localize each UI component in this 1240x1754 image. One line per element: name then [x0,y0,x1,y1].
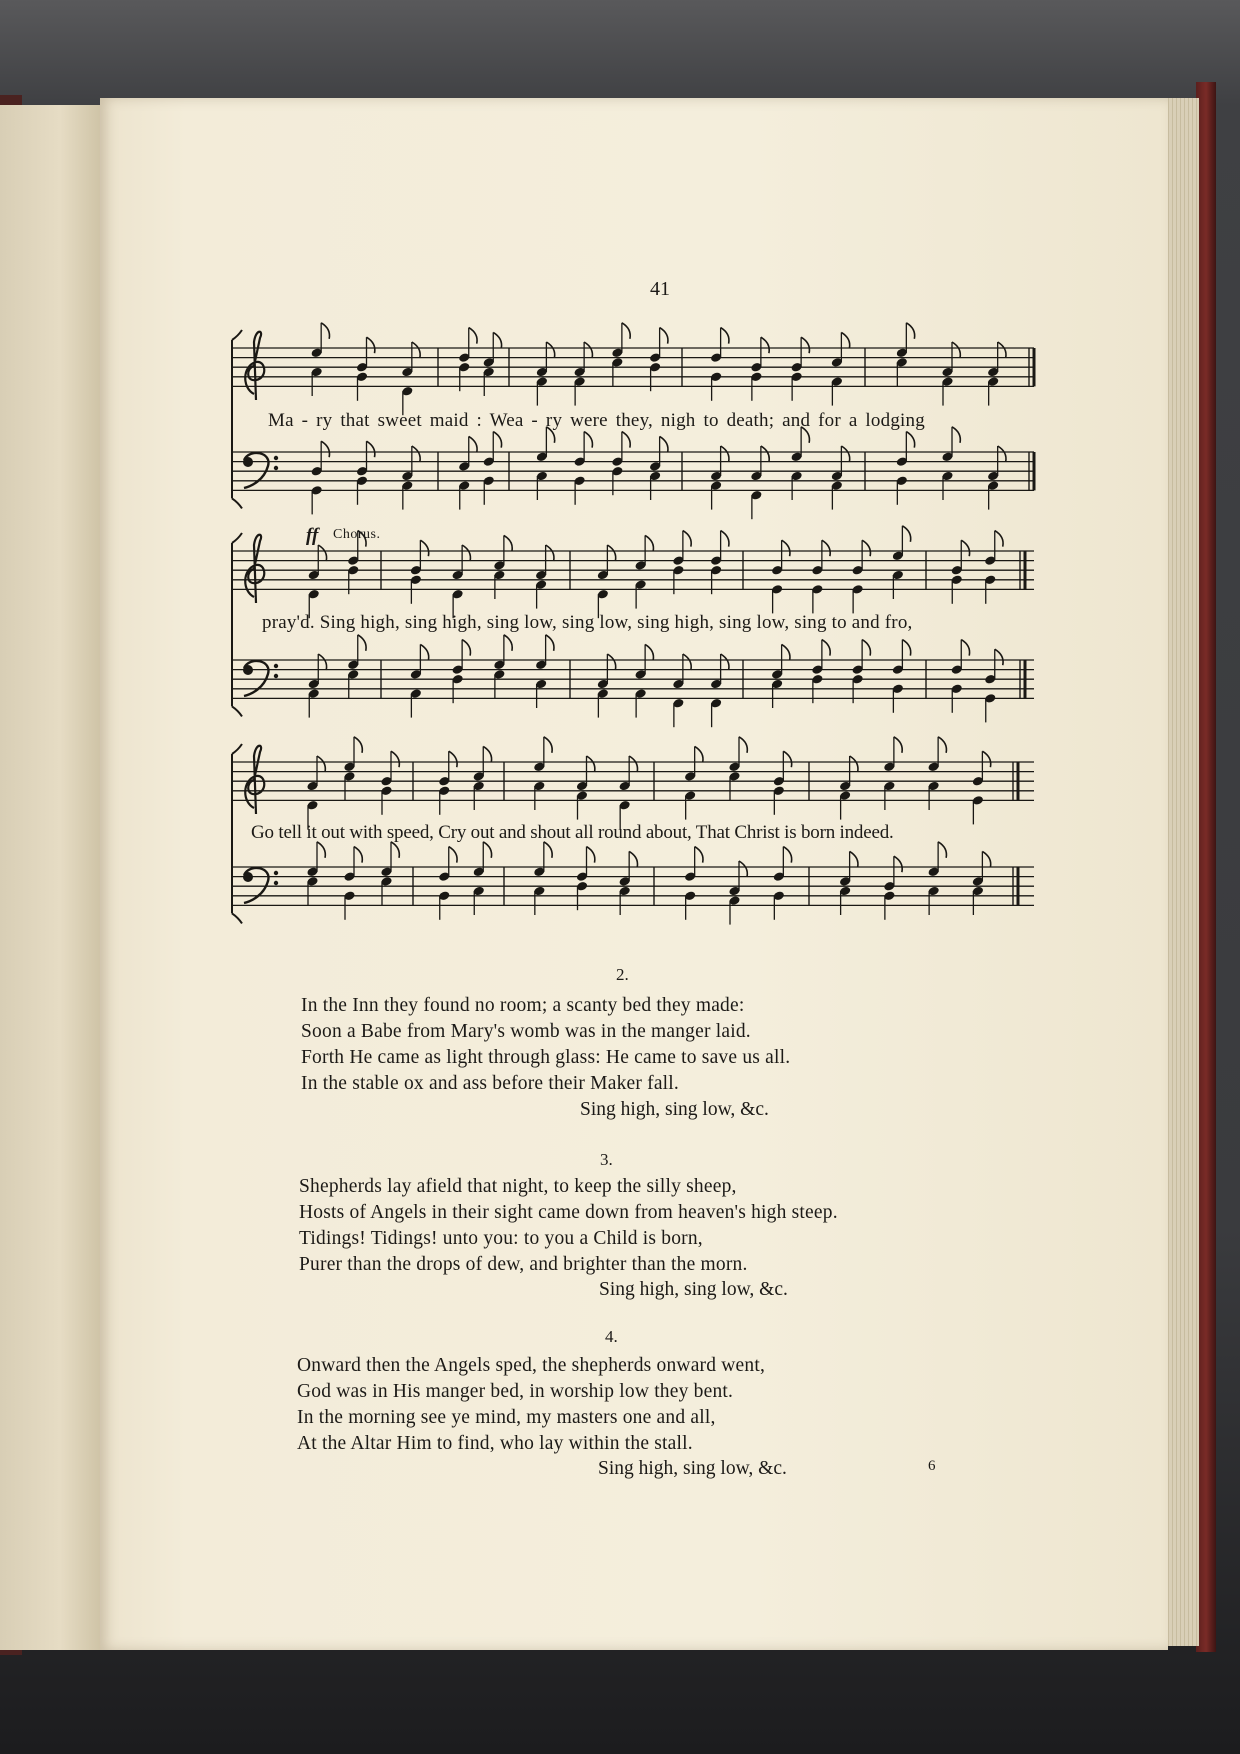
chorus-dynamic-marking: ff [306,525,319,546]
book-cover-right [1196,82,1216,1652]
lyric-line-system-2: pray'd. Sing high, sing high, sing low, sing low, sing high, sing low, sing to and fro, [262,612,913,633]
verse-line: In the stable ox and ass before their Maker fall. [301,1073,679,1094]
verse-line: Hosts of Angels in their sight came down from heaven's high steep. [299,1202,838,1223]
chorus-label: Chorus. [333,527,381,542]
verse-line: In the morning see ye mind, my masters one and all, [297,1407,716,1428]
lyric-line-system-3: Go tell it out with speed, Cry out and shout all round about, That Christ is born indeed. [251,822,894,843]
verse-line: Soon a Babe from Mary's womb was in the manger laid. [301,1021,751,1042]
verse-refrain: Sing high, sing low, &c. [599,1279,788,1300]
verse-line: Purer than the drops of dew, and brighter than the morn. [299,1254,748,1275]
verse-line: Forth He came as light through glass: He came to save us all. [301,1047,791,1068]
verse-line: God was in His manger bed, in worship low they bent. [297,1381,734,1402]
printer-signature-mark: 6 [928,1458,936,1474]
verse-line: Onward then the Angels sped, the shepherds onward went, [297,1355,766,1376]
verse-line: At the Altar Him to find, who lay within the stall. [297,1433,693,1454]
verse-line: Shepherds lay afield that night, to keep the silly sheep, [299,1176,737,1197]
page-stack-edges [1165,98,1199,1646]
lyric-line-system-1: Ma - ry that sweet maid : Wea - ry were they, nigh to death; and for a lodging [268,410,925,431]
verse-number: 2. [616,965,629,984]
facing-page-edge [0,105,102,1650]
verse-refrain: Sing high, sing low, &c. [580,1099,769,1120]
verse-refrain: Sing high, sing low, &c. [598,1458,787,1479]
verse-number: 4. [605,1327,618,1346]
verse-number: 3. [600,1150,613,1169]
page-number: 41 [650,278,670,300]
verse-line: In the Inn they found no room; a scanty bed they made: [301,995,745,1016]
verse-line: Tidings! Tidings! unto you: to you a Child is born, [299,1228,703,1249]
